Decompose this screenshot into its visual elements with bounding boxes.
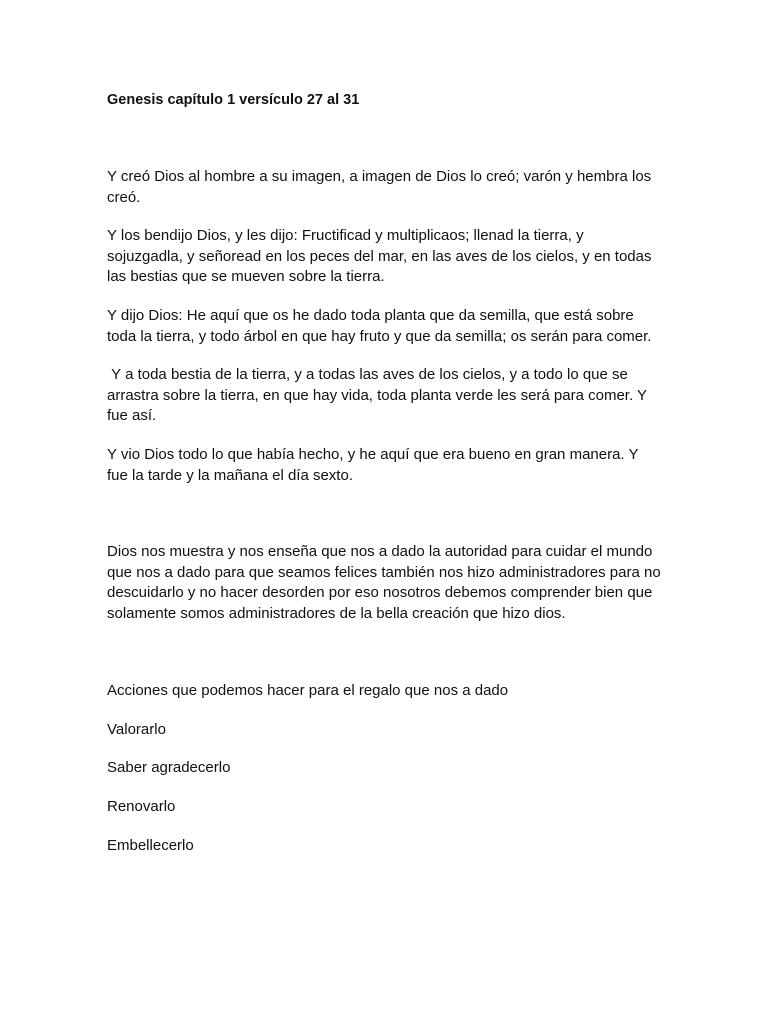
verse-27: Y creó Dios al hombre a su imagen, a imagen de Dios lo creó; varón y hembra los creó. bbox=[107, 168, 652, 206]
verse-31: Y vio Dios todo lo que había hecho, y he aquí que era bueno en gran manera. Y fue la tarde y la mañana el día sexto. bbox=[107, 446, 639, 484]
reflection-paragraph: Dios nos muestra y nos enseña que nos a dado la autoridad para cuidar el mundo que nos a dado para que seamos felices también nos hizo administradores para no descuidarlo y no hacer desorden por eso nosotros debemos comprender bien que solamente somos administradores de la bella creación que hizo dios. bbox=[107, 543, 661, 622]
action-item: Embellecerlo bbox=[107, 837, 194, 854]
action-item: Saber agradecerlo bbox=[107, 759, 231, 776]
action-item: Valorarlo bbox=[107, 721, 166, 738]
actions-heading: Acciones que podemos hacer para el regalo que nos a dado bbox=[107, 682, 509, 699]
verse-28: Y los bendijo Dios, y les dijo: Fructificad y multiplicaos; llenad la tierra, y sojuzgadla, y señoread en los peces del mar, en las aves de los cielos, y en todas las bestias que se mueven sobre la tierra. bbox=[107, 227, 652, 285]
verse-30: Y a toda bestia de la tierra, y a todas las aves de los cielos, y a todo lo que se arrastra sobre la tierra, en que hay vida, toda planta verde les será para comer. Y fue así. bbox=[107, 366, 651, 424]
verse-29: Y dijo Dios: He aquí que os he dado toda planta que da semilla, que está sobre toda la tierra, y todo árbol en que hay fruto y que da semilla; os serán para comer. bbox=[107, 307, 652, 345]
action-item: Renovarlo bbox=[107, 798, 176, 815]
document-title: Genesis capítulo 1 versículo 27 al 31 bbox=[107, 92, 360, 108]
